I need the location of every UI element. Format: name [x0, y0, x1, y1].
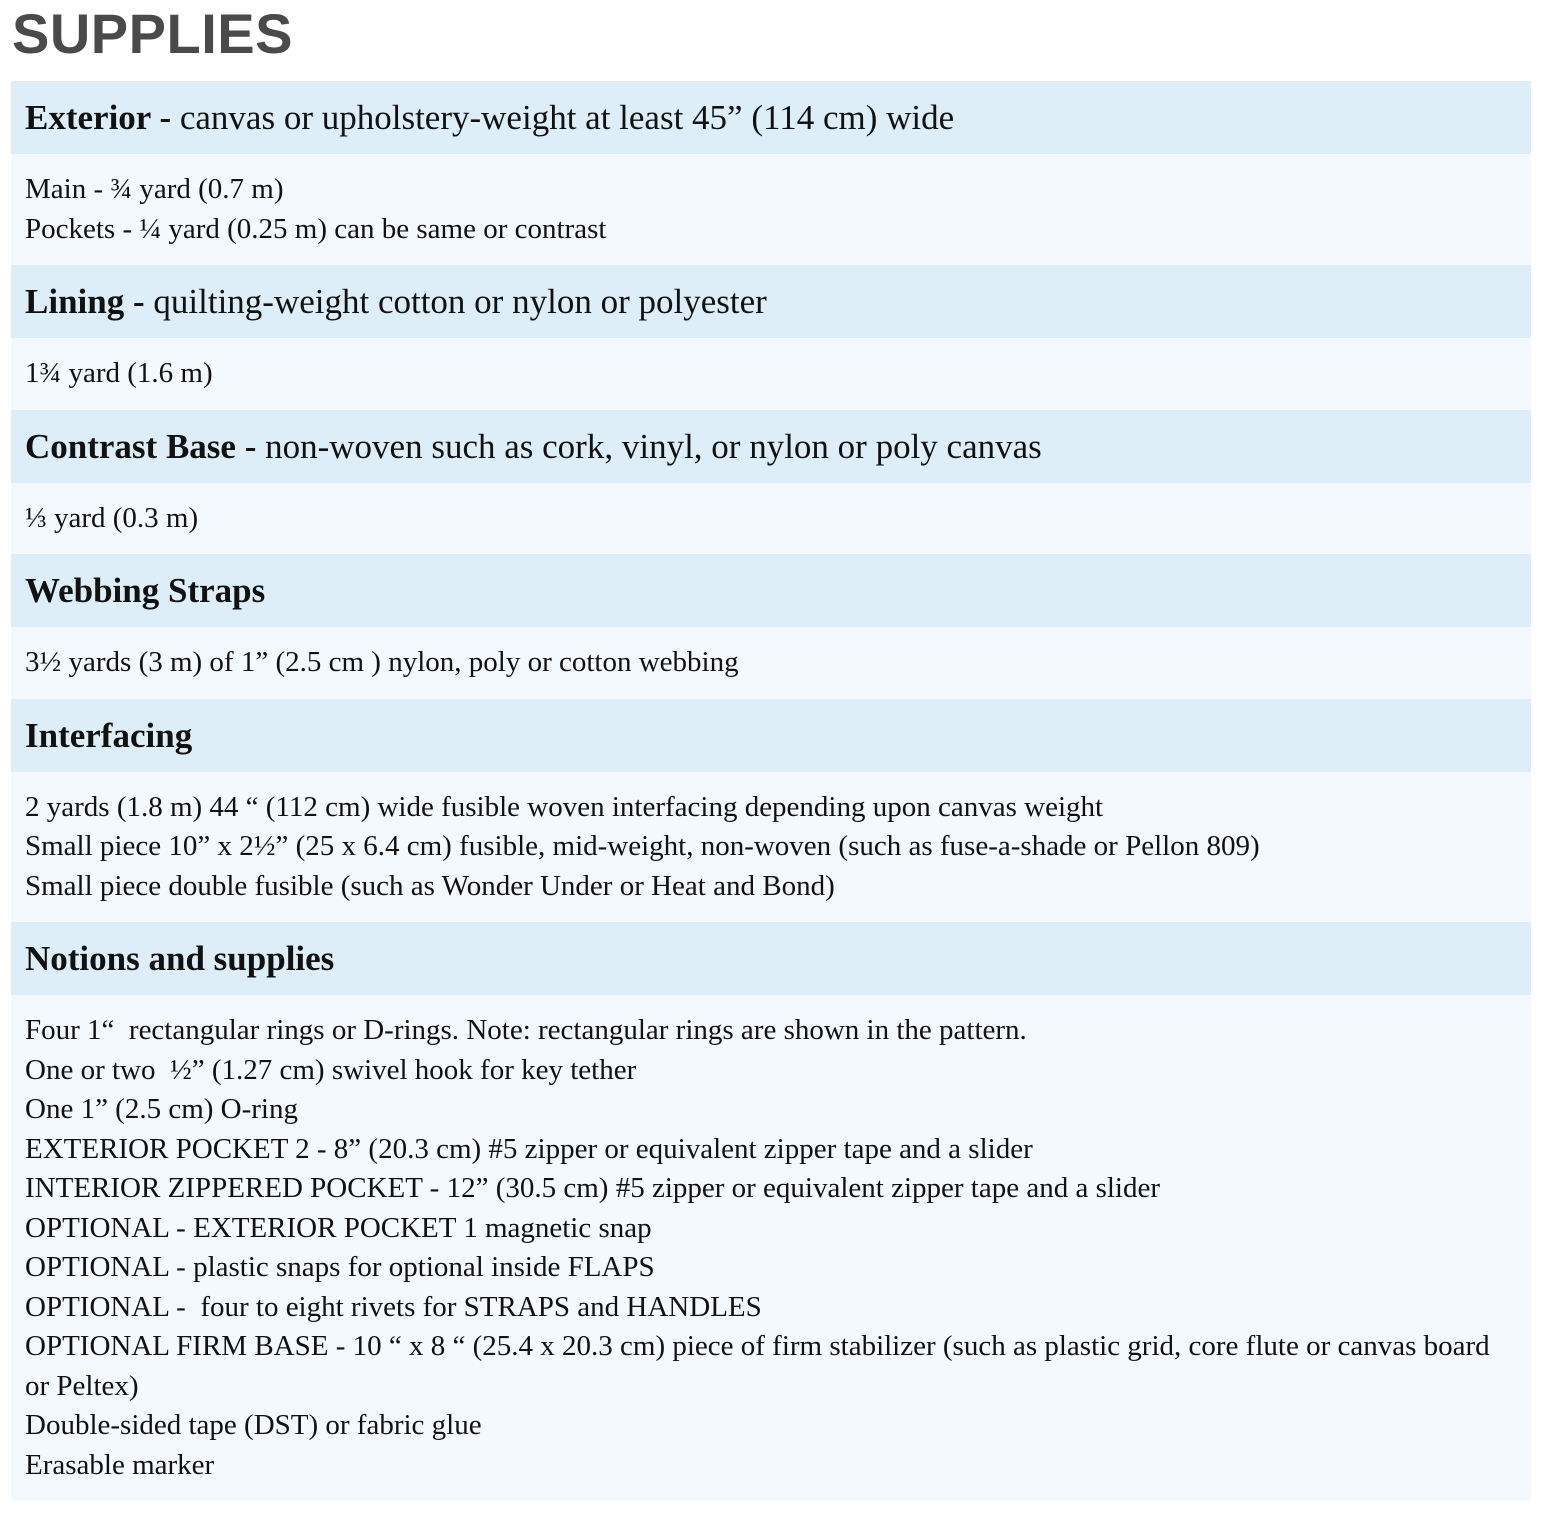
page-title: SUPPLIES	[12, 2, 293, 65]
section-description: quilting-weight cotton or nylon or polyester	[153, 282, 767, 321]
section-body-notions	[11, 995, 1531, 1501]
section-body-webbing-straps	[11, 627, 1531, 699]
list-item: Main - ¾ yard (0.7 m)	[25, 173, 284, 205]
list-item: 1¾ yard (1.6 m)	[25, 357, 213, 389]
section-header-exterior	[11, 81, 1531, 154]
list-item: One or two ½” (1.27 cm) swivel hook for key tether	[25, 1053, 637, 1086]
section-label: Contrast Base -	[25, 426, 266, 466]
list-item: Small piece 10” x 2½” (25 x 6.4 cm) fusible, mid-weight, non-woven (such as fuse-a-shade or Pellon 809)	[25, 830, 1260, 862]
list-item: Pockets - ¼ yard (0.25 m) can be same or contrast	[25, 212, 607, 245]
section-description: canvas or upholstery-weight at least 45” (114 cm) wide	[179, 98, 955, 137]
list-item: OPTIONAL - four to eight rivets for STRAPS and HANDLES	[25, 1290, 762, 1323]
section-header-interfacing	[11, 699, 1531, 772]
section-header-notions	[11, 922, 1531, 995]
section-body-exterior	[11, 154, 1531, 265]
list-item: 3½ yards (3 m) of 1” (2.5 cm ) nylon, poly or cotton webbing	[25, 646, 739, 678]
list-item: OPTIONAL FIRM BASE - 10 “ x 8 “ (25.4 x 20.3 cm) piece of firm stabilizer (such as plastic grid, core flute or canvas board or Peltex)	[25, 1330, 1497, 1402]
section-body-contrast-base	[11, 483, 1531, 555]
list-item: INTERIOR ZIPPERED POCKET - 12” (30.5 cm) #5 zipper or equivalent zipper tape and a slider	[25, 1172, 1161, 1204]
section-description: non-woven such as cork, vinyl, or nylon or poly canvas	[265, 426, 1042, 466]
section-label: Notions and supplies	[25, 939, 335, 978]
section-label: Lining -	[25, 282, 154, 321]
supplies-table	[11, 81, 1531, 1501]
list-item: Double-sided tape (DST) or fabric glue	[25, 1409, 482, 1441]
list-item: One 1” (2.5 cm) O-ring	[25, 1093, 298, 1125]
list-item: EXTERIOR POCKET 2 - 8” (20.3 cm) #5 zipper or equivalent zipper tape and a slider	[25, 1132, 1033, 1165]
section-header-contrast-base	[11, 410, 1531, 483]
section-label: Exterior -	[25, 98, 180, 137]
section-body-interfacing	[11, 772, 1531, 923]
section-label: Webbing Straps	[25, 571, 266, 610]
list-item: Small piece double fusible (such as Wonder Under or Heat and Bond)	[25, 869, 835, 902]
list-item: OPTIONAL - plastic snaps for optional inside FLAPS	[25, 1251, 655, 1283]
section-label: Interfacing	[25, 715, 193, 755]
list-item: ⅓ yard (0.3 m)	[25, 501, 199, 534]
section-header-lining	[11, 265, 1531, 338]
section-header-webbing-straps	[11, 554, 1531, 627]
list-item: Four 1“ rectangular rings or D-rings. Note: rectangular rings are shown in the pattern.	[25, 1014, 1027, 1046]
list-item: Erasable marker	[25, 1448, 215, 1481]
list-item: OPTIONAL - EXTERIOR POCKET 1 magnetic snap	[25, 1211, 652, 1244]
list-item: 2 yards (1.8 m) 44 “ (112 cm) wide fusible woven interfacing depending upon canvas weight	[25, 790, 1104, 823]
section-body-lining	[11, 338, 1531, 410]
